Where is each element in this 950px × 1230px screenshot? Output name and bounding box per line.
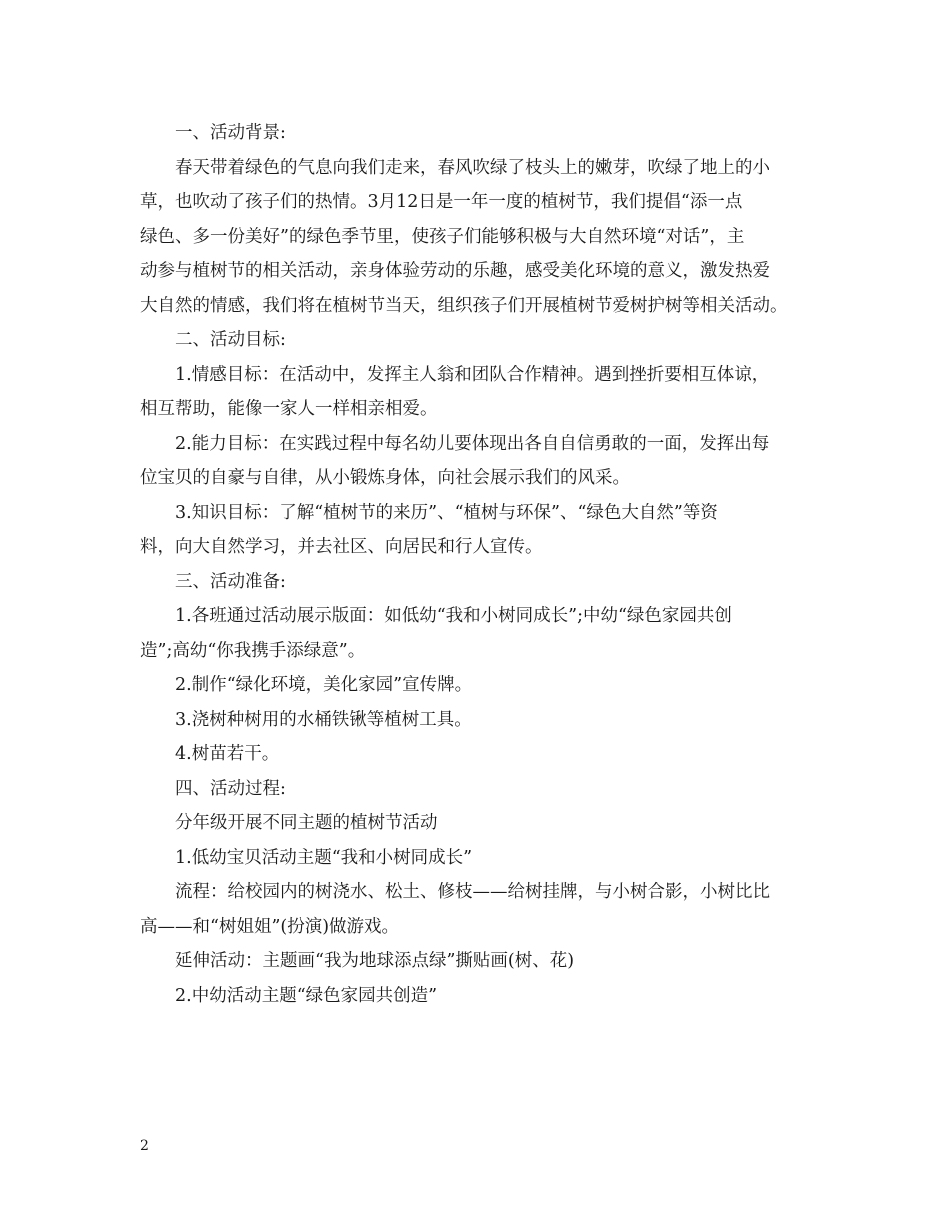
text-line-l14: 三、活动准备: [175,571,286,592]
text-line-l13: 料，向大自然学习，并去社区、向居民和行人宣传。 [140,537,543,557]
text-line-l19: 4.树苗若干。 [175,744,280,764]
document-body [140,116,830,1013]
text-line-l08: 1.情感目标：在活动中，发挥主人翁和团队合作精神。遇到挫折要相互体谅， [175,364,770,385]
text-line-l02: 春天带着绿色的气息向我们走来，春风吹绿了枝头上的嫩芽，吹绿了地上的小 [175,157,770,178]
text-line-l21: 分年级开展不同主题的植树节活动 [175,813,438,833]
text-line-l20: 四、活动过程: [175,778,286,799]
text-line-l12: 3.知识目标：了解“植树节的来历”、“植树与环保”、“绿色大自然”等资 [175,502,718,523]
text-line-l06: 大自然的情感，我们将在植树节当天，组织孩子们开展植树节爱树护树等相关活动。 [140,295,788,316]
text-line-l16: 造”;高幼“你我携手添绿意”。 [140,640,366,661]
text-line-l24: 高——和“树姐姐”(扮演)做游戏。 [140,916,400,937]
text-line-l25: 延伸活动：主题画“我为地球添点绿”撕贴画(树、花) [175,951,575,971]
text-line-l10: 2.能力目标：在实践过程中每名幼儿要体现出各自自信勇敢的一面，发挥出每 [175,433,770,454]
text-line-l18: 3.浇树种树用的水桶铁锹等植树工具。 [175,709,472,730]
text-line-l07: 二、活动目标: [175,330,286,350]
page-number: 2 [140,1138,149,1154]
text-line-l11: 位宝贝的自豪与自律，从小锻炼身体，向社会展示我们的风采。 [140,468,630,488]
text-line-l22: 1.低幼宝贝活动主题“我和小树同成长” [175,847,473,868]
text-line-l15: 1.各班通过活动展示版面：如低幼“我和小树同成长”;中幼“绿色家园共创 [175,606,732,626]
text-line-l03: 草，也吹动了孩子们的热情。3月12日是一年一度的植树节，我们提倡“添一点 [140,192,743,212]
text-line-l23: 流程：给校园内的树浇水、松土、修枝——给树挂牌，与小树合影，小树比比 [175,882,770,902]
text-line-l26: 2.中幼活动主题“绿色家园共创造” [175,985,438,1006]
text-line-l05: 动参与植树节的相关活动，亲身体验劳动的乐趣，感受美化环境的意义，激发热爱 [140,261,770,281]
text-line-l17: 2.制作“绿化环境，美化家园”宣传牌。 [175,675,473,695]
text-line-l04: 绿色、多一份美好”的绿色季节里，使孩子们能够积极与大自然环境“对话”，主 [140,226,745,247]
text-line-l01: 一、活动背景: [175,123,286,143]
text-line-l09: 相互帮助，能像一家人一样相亲相爱。 [140,399,438,419]
